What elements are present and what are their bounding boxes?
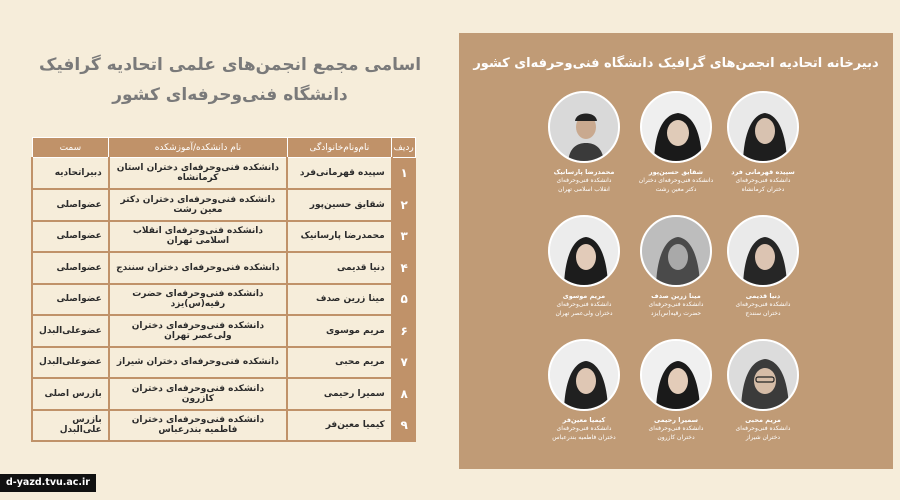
row-role: عضواصلی <box>32 189 109 221</box>
list-title-line2: دانشگاه فنی‌وحرفه‌ای کشور <box>112 85 348 105</box>
row-role: دبیراتحادیه <box>32 158 109 190</box>
member-school: دانشکده فنی‌وحرفه‌ای <box>735 425 791 432</box>
female-portrait-icon <box>642 93 712 163</box>
member-school: دانشکده فنی‌وحرفه‌ای <box>556 425 612 432</box>
member-card <box>534 215 634 318</box>
member-school: دانشکده فنی‌وحرفه‌ای <box>735 301 791 308</box>
member-name: محمدرضا پارسانیک <box>553 168 615 176</box>
row-role: بازرس علی‌البدل <box>32 410 109 442</box>
female-portrait-icon <box>642 217 712 287</box>
member-school-city: دختران کازرون <box>657 434 695 441</box>
row-name: مریم محبی <box>287 347 392 379</box>
member-school: دانشکده فنی‌وحرفه‌ای <box>556 177 612 184</box>
row-name: مریم موسوی <box>287 315 392 347</box>
row-number: ۹ <box>392 410 416 442</box>
row-number: ۳ <box>392 221 416 253</box>
avatar <box>640 215 712 287</box>
row-school: دانشکده فنی‌وحرفه‌ای حضرت رقیه(س)یزد <box>109 284 287 316</box>
secretariat-panel <box>459 33 893 469</box>
female-portrait-icon <box>729 93 799 163</box>
member-school-city: دختران سنندج <box>745 310 781 317</box>
avatar <box>727 91 799 163</box>
site-url-badge: d-yazd.tvu.ac.ir <box>0 474 96 492</box>
row-name: کیمیا معین‌فر <box>287 410 392 442</box>
member-card <box>626 91 726 194</box>
row-name: شقایق حسین‌پور <box>287 189 392 221</box>
row-school: دانشکده فنی‌وحرفه‌ای دختران دکتر معین رشت <box>109 189 287 221</box>
table-row <box>32 189 416 221</box>
member-school-city: دختران شیراز <box>745 434 781 441</box>
table-row <box>32 252 416 284</box>
member-name: دنیا قدیمی <box>745 292 781 300</box>
member-card <box>534 339 634 442</box>
table-row <box>32 221 416 253</box>
member-card <box>626 339 726 442</box>
avatar <box>548 91 620 163</box>
row-name: مینا زرین صدف <box>287 284 392 316</box>
member-school: دانشکده فنی‌وحرفه‌ای دختران <box>638 177 714 184</box>
member-school: دانشکده فنی‌وحرفه‌ای <box>735 177 791 184</box>
panel-title: دبیرخانه اتحادیه انجمن‌های گرافیک دانشگاه فنی‌وحرفه‌ای کشور <box>473 56 879 71</box>
female-portrait-icon <box>550 217 620 287</box>
member-name: مینا زرین صدف <box>651 292 701 300</box>
member-name: کیمیا معین‌فر <box>562 416 606 424</box>
table-row <box>32 315 416 347</box>
member-name: شقایق حسین‌پور <box>648 168 704 176</box>
list-title <box>20 50 440 110</box>
table-row <box>32 284 416 316</box>
avatar <box>640 339 712 411</box>
row-school: دانشکده فنی‌وحرفه‌ای دختران شیراز <box>109 347 287 379</box>
member-name: سپیده قهرمانی فرد <box>731 168 795 176</box>
member-school: دانشکده فنی‌وحرفه‌ای <box>648 425 704 432</box>
avatar <box>548 215 620 287</box>
female-portrait-icon <box>642 341 712 411</box>
member-school-city: انقلاب اسلامی تهران <box>558 186 610 193</box>
member-card <box>534 91 634 194</box>
member-school-city: دختران کرمانشاه <box>741 186 785 193</box>
row-school: دانشکده فنی‌وحرفه‌ای دختران استان کرمانشاه <box>109 158 287 190</box>
female-portrait-icon <box>729 341 799 411</box>
list-title-line1: اسامی مجمع انجمن‌های علمی اتحادیه گرافیک <box>38 55 422 75</box>
row-role: بازرس اصلی <box>32 378 109 410</box>
row-role: عضوعلی‌البدل <box>32 315 109 347</box>
row-role: عضواصلی <box>32 221 109 253</box>
avatar <box>548 339 620 411</box>
row-number: ۷ <box>392 347 416 379</box>
male-portrait-icon <box>550 93 620 163</box>
row-school: دانشکده فنی‌وحرفه‌ای دختران سنندج <box>109 252 287 284</box>
member-school-city: حضرت رقیه(س)یزد <box>650 310 702 317</box>
row-name: دنیا قدیمی <box>287 252 392 284</box>
header-name: نام‌ونام‌خانوادگی <box>287 138 392 158</box>
member-name: مریم موسوی <box>562 292 606 300</box>
row-number: ۱ <box>392 158 416 190</box>
member-school-city: دکتر معین رشت <box>655 186 697 193</box>
female-portrait-icon <box>550 341 620 411</box>
row-school: دانشکده فنی‌وحرفه‌ای دختران ولی‌عصر تهران <box>109 315 287 347</box>
member-school: دانشکده فنی‌وحرفه‌ای <box>648 301 704 308</box>
avatar <box>727 215 799 287</box>
row-school: دانشکده فنی‌وحرفه‌ای انقلاب اسلامی تهران <box>109 221 287 253</box>
member-card <box>626 215 726 318</box>
row-number: ۸ <box>392 378 416 410</box>
avatar <box>640 91 712 163</box>
member-card <box>713 339 813 442</box>
row-name: سپیده قهرمانی‌فرد <box>287 158 392 190</box>
row-number: ۶ <box>392 315 416 347</box>
header-role: سمت <box>32 138 109 158</box>
member-name: مریم محبی <box>745 416 781 424</box>
table-header-row <box>32 138 416 158</box>
table-row <box>32 347 416 379</box>
member-card <box>713 215 813 318</box>
row-role: عضواصلی <box>32 252 109 284</box>
avatar <box>727 339 799 411</box>
row-name: سمیرا رحیمی <box>287 378 392 410</box>
row-school: دانشکده فنی‌وحرفه‌ای دختران فاطمیه بندرعباس <box>109 410 287 442</box>
row-number: ۵ <box>392 284 416 316</box>
female-portrait-icon <box>729 217 799 287</box>
table-row <box>32 378 416 410</box>
members-table <box>31 137 416 442</box>
row-role: عضوعلی‌البدل <box>32 347 109 379</box>
table-row <box>32 410 416 442</box>
member-school: دانشکده فنی‌وحرفه‌ای <box>556 301 612 308</box>
header-school: نام دانشکده/آموزشکده <box>109 138 287 158</box>
row-number: ۴ <box>392 252 416 284</box>
header-row-number: ردیف <box>392 138 416 158</box>
table-row <box>32 158 416 190</box>
row-number: ۲ <box>392 189 416 221</box>
row-role: عضواصلی <box>32 284 109 316</box>
member-school-city: دختران ولی‌عصر تهران <box>555 310 613 317</box>
row-school: دانشکده فنی‌وحرفه‌ای دختران کازرون <box>109 378 287 410</box>
member-card <box>713 91 813 194</box>
row-name: محمدرضا پارسانیک <box>287 221 392 253</box>
member-name: سمیرا رحیمی <box>654 416 698 424</box>
member-school-city: دختران فاطمیه بندرعباس <box>552 434 616 441</box>
